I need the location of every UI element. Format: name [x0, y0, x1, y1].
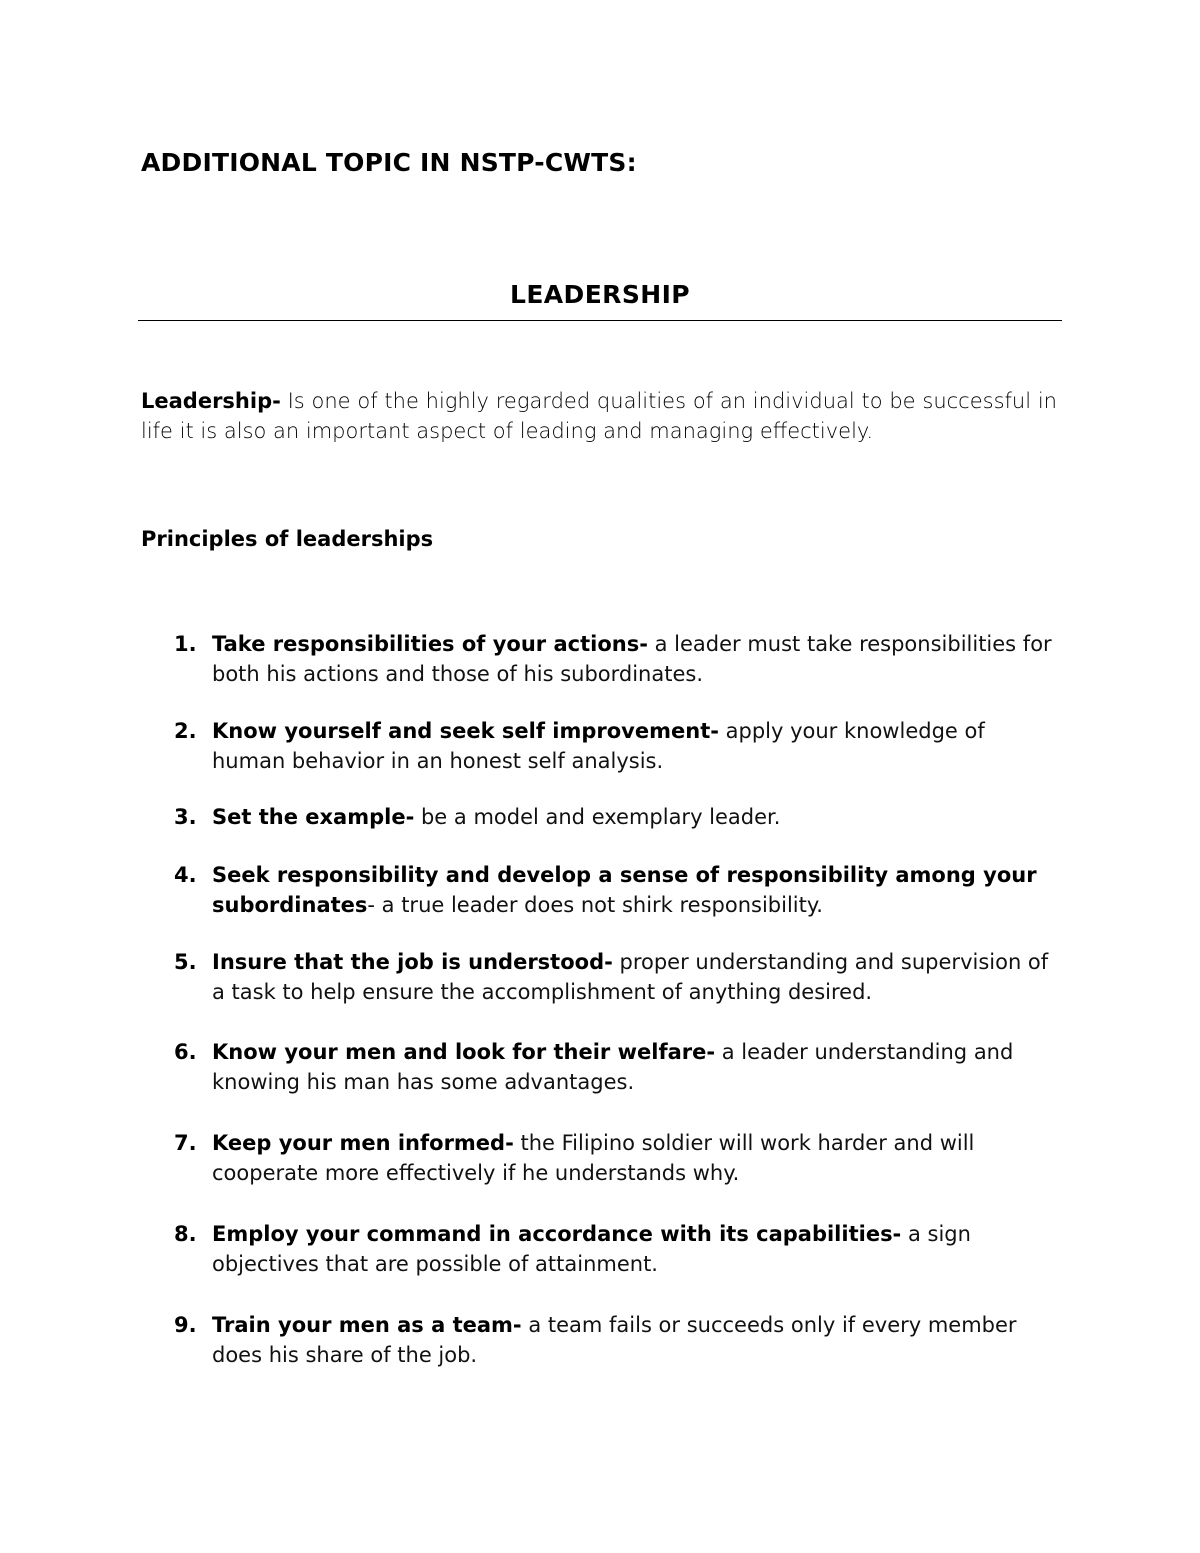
principle-title: Seek responsibility and develop a sense of responsibility among your subordinates: [212, 863, 1037, 917]
principle-description: proper understanding and supervision of a task to help ensure the accomplishment of anything desired.: [212, 950, 1049, 1004]
principle-description: - a true leader does not shirk responsibility.: [367, 892, 823, 917]
principle-title: Set the example-: [212, 805, 415, 829]
principle-number: 1.: [174, 632, 197, 656]
principle-description: apply your knowledge of human behavior in an honest self analysis.: [212, 719, 985, 773]
principle-item-3: [174, 803, 1054, 833]
principle-item-7: [174, 1129, 1054, 1188]
principle-title: Insure that the job is understood-: [212, 950, 613, 974]
principle-title: Keep your men informed-: [212, 1131, 514, 1155]
principle-title: Train your men as a team-: [212, 1313, 522, 1337]
definition-text: Is one of the highly regarded qualities of an individual to be successful in life it is also an important aspect of leading and managing effectively.: [141, 389, 1057, 443]
principle-title: Take responsibilities of your actions-: [212, 632, 648, 656]
principle-title: Know yourself and seek self improvement-: [212, 719, 719, 743]
principle-number: 5.: [174, 950, 197, 974]
principle-description: a leader must take responsibilities for both his actions and those of his subordinates.: [212, 632, 1052, 686]
principle-description: a sign objectives that are possible of attainment.: [212, 1222, 971, 1276]
section-title: LEADERSHIP: [510, 280, 690, 309]
document-title: ADDITIONAL TOPIC IN NSTP-CWTS:: [141, 148, 637, 177]
principle-item-8: [174, 1220, 1054, 1279]
principle-number: 4.: [174, 863, 197, 887]
leadership-definition: [141, 387, 1057, 446]
principle-description: a team fails or succeeds only if every member does his share of the job.: [212, 1313, 1017, 1367]
principle-number: 8.: [174, 1222, 197, 1246]
principle-item-2: [174, 717, 1054, 776]
principle-number: 9.: [174, 1313, 197, 1337]
principle-item-4: [174, 861, 1054, 920]
principle-item-6: [174, 1038, 1054, 1097]
principle-title: Employ your command in accordance with its capabilities-: [212, 1222, 902, 1246]
title-underline-rule: [138, 320, 1062, 321]
principles-heading: Principles of leaderships: [141, 527, 434, 551]
principle-item-9: [174, 1311, 1054, 1370]
principle-title: Know your men and look for their welfare-: [212, 1040, 716, 1064]
principle-description: be a model and exemplary leader.: [414, 805, 781, 829]
principle-description: the Filipino soldier will work harder and will cooperate more effectively if he understands why.: [212, 1131, 975, 1185]
principle-number: 3.: [174, 805, 197, 829]
principle-description: a leader understanding and knowing his man has some advantages.: [212, 1040, 1014, 1094]
principle-number: 7.: [174, 1131, 197, 1155]
principle-number: 2.: [174, 719, 197, 743]
principle-item-1: [174, 630, 1054, 689]
principle-item-5: [174, 948, 1054, 1007]
definition-term: Leadership-: [141, 389, 281, 413]
principle-number: 6.: [174, 1040, 197, 1064]
